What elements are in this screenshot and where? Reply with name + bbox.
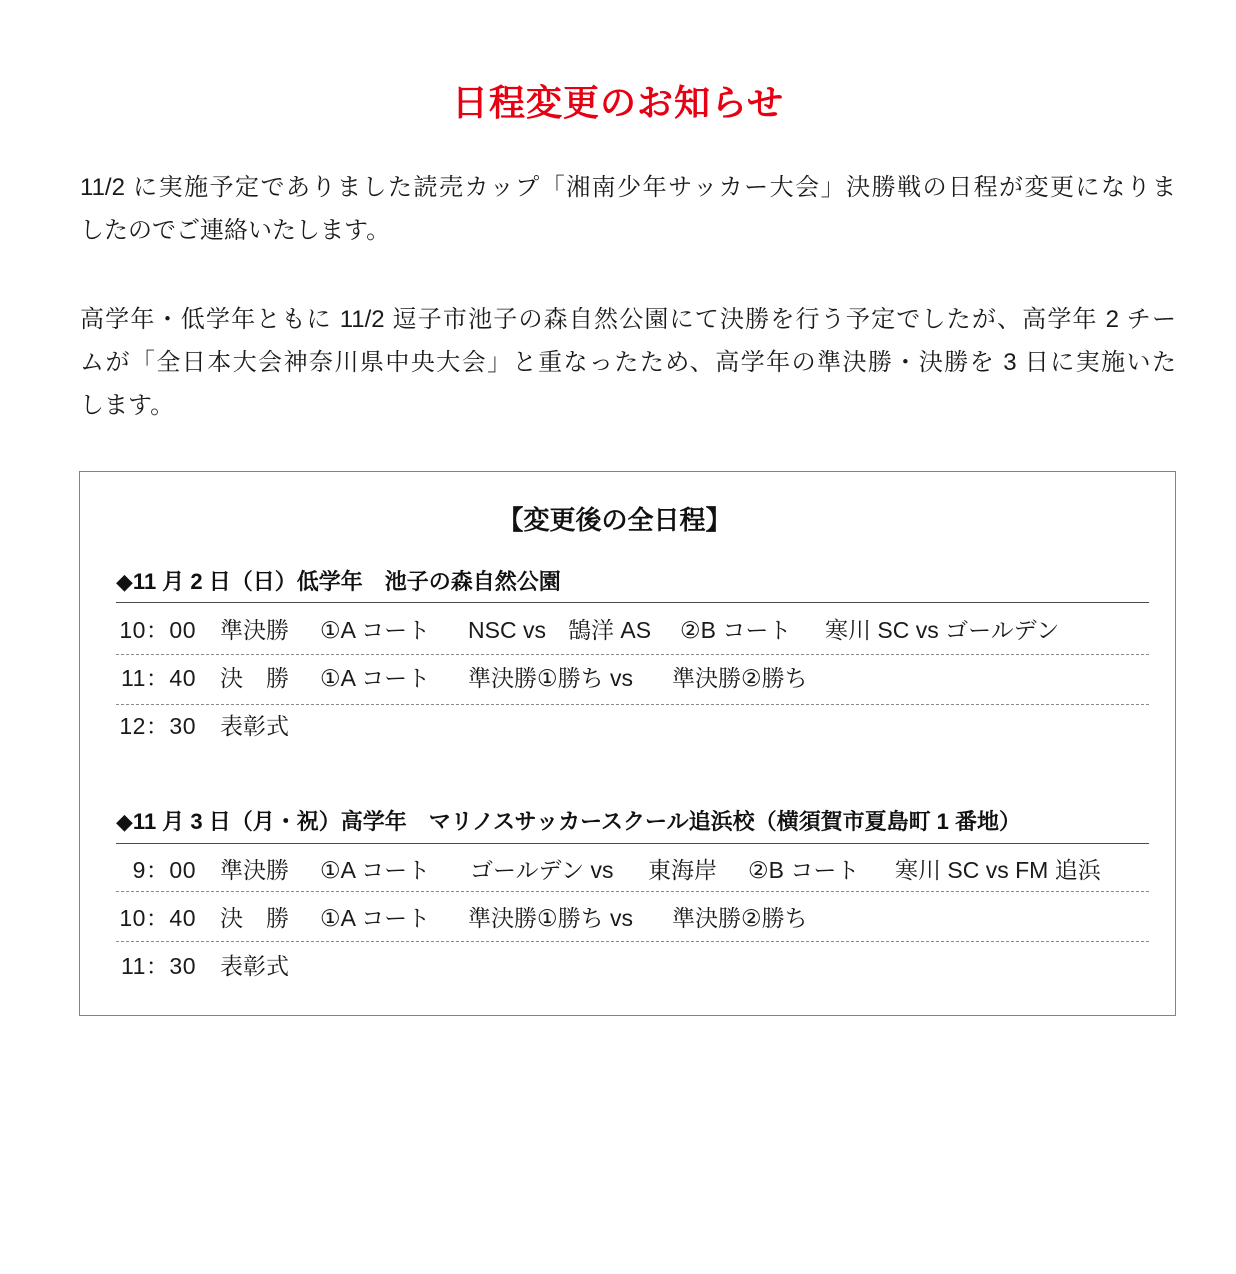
row-event: 準決勝 <box>220 617 289 643</box>
row-court-a: ①A コート <box>320 617 431 643</box>
row-court-a: ①A コート <box>320 905 431 931</box>
row-court-a: ①A コート <box>320 665 431 691</box>
intro-paragraph-1 <box>80 166 1176 252</box>
row-event: 表彰式 <box>220 953 289 979</box>
row-divider <box>116 654 1149 655</box>
row-time: 10：00 <box>119 617 196 643</box>
row-match-a-away: 準決勝②勝ち <box>672 905 808 931</box>
paragraph-line: します。 <box>80 392 175 419</box>
row-divider <box>116 941 1149 942</box>
schedule-row <box>80 903 1175 933</box>
row-match-b: 寒川 SC vs FM 追浜 <box>895 857 1101 883</box>
row-match-b: 寒川 SC vs ゴールデン <box>825 617 1060 643</box>
schedule-heading: 【変更後の全日程】 <box>497 505 732 535</box>
row-event: 決 勝 <box>220 905 289 931</box>
row-time: 11：40 <box>121 665 196 691</box>
row-time: 12：30 <box>119 713 196 739</box>
row-event: 準決勝 <box>220 857 289 883</box>
schedule-row <box>80 855 1175 885</box>
page-title: 日程変更のお知らせ <box>452 82 784 123</box>
row-court-a: ①A コート <box>320 857 431 883</box>
schedule-row <box>80 615 1175 645</box>
row-match-a-home: NSC vs <box>468 617 546 643</box>
section-heading: ◆11 月 2 日（日）低学年 池子の森自然公園 <box>116 569 561 594</box>
row-time: 10：40 <box>119 905 196 931</box>
section-divider <box>116 602 1149 603</box>
paragraph-line: 高学年・低学年ともに 11/2 逗子市池子の森自然公園にて決勝を行う予定でしたが、高学年 2 チー <box>80 306 1176 333</box>
row-match-a-home: ゴールデン vs <box>470 857 614 883</box>
row-match-a-away: 準決勝②勝ち <box>672 665 808 691</box>
row-match-a-home: 準決勝①勝ち vs <box>468 905 634 931</box>
paragraph-line: ムが「全日本大会神奈川県中央大会」と重なったため、高学年の準決勝・決勝を 3 日に実施いた <box>80 349 1176 376</box>
schedule-row <box>80 951 1175 981</box>
section-heading: ◆11 月 3 日（月・祝）高学年 マリノスサッカースクール追浜校（横須賀市夏島町 1 番地） <box>116 809 1022 834</box>
paragraph-line: 11/2 に実施予定でありました読売カップ「湘南少年サッカー大会」決勝戦の日程が変更になりま <box>80 174 1176 201</box>
row-event: 決 勝 <box>220 665 289 691</box>
schedule-row <box>80 711 1175 741</box>
schedule-box <box>79 471 1176 1016</box>
row-match-a-home: 準決勝①勝ち vs <box>468 665 634 691</box>
section-divider <box>116 843 1149 844</box>
row-match-a-away: 鵠洋 AS <box>568 617 652 643</box>
row-match-a-away: 東海岸 <box>648 857 717 883</box>
row-divider <box>116 891 1149 892</box>
row-time: 9：00 <box>132 857 196 883</box>
row-time: 11：30 <box>121 953 196 979</box>
paragraph-line: したのでご連絡いたします。 <box>80 217 391 244</box>
schedule-row <box>80 663 1175 693</box>
row-divider <box>116 704 1149 705</box>
intro-paragraph-2 <box>80 298 1176 427</box>
row-court-b: ②B コート <box>748 857 860 883</box>
row-court-b: ②B コート <box>680 617 792 643</box>
row-event: 表彰式 <box>220 713 289 739</box>
